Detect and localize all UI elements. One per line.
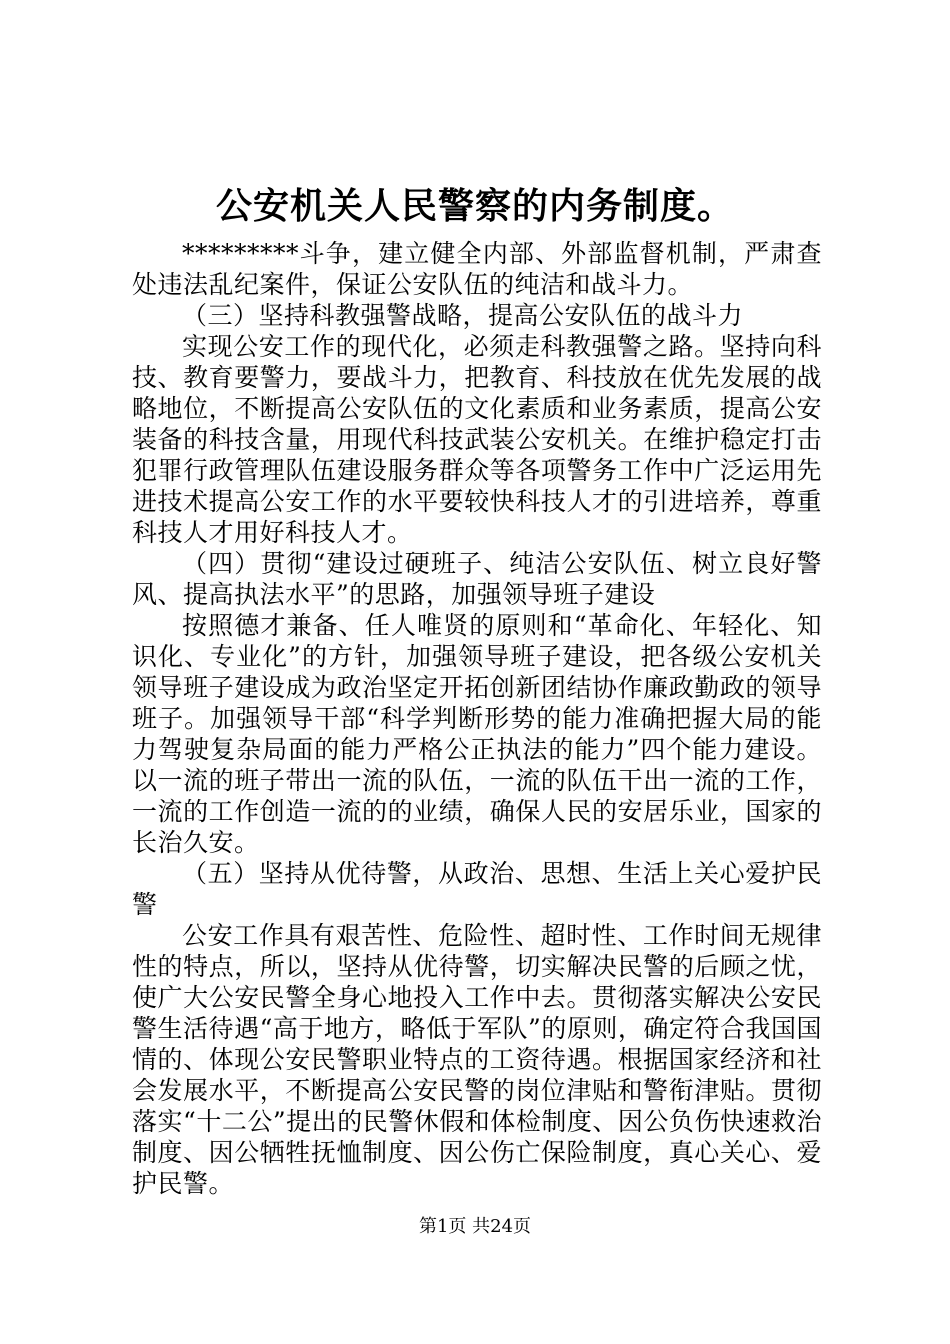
section-heading-3: （三）坚持科教强警战略，提高公安队伍的战斗力 [182,301,744,330]
paragraph-leadership: 按照德才兼备、任人唯贤的原则和“革命化、年轻化、知识化、专业化”的方针，加强领导班子建设，把各级公安机关领导班子建设成为政治坚定开拓创新团结协作廉政勤政的领导班子。加强领导干部“科学判断形势的能力准确把握大局的能力驾驶复杂局面的能力严格公正执法的能力”四个能力建设。以一流的班子带出一流的队伍，一流的队伍干出一流的工作，一流的工作创造一流的的业绩，确保人民的安居乐业，国家的长治久安。 [132,611,822,857]
page-footer: 第1页 共24页 [418,1216,532,1237]
page-title: 公安机关人民警察的内务制度。 [215,186,734,227]
paragraph-police-welfare: 公安工作具有艰苦性、危险性、超时性、工作时间无规律性的特点，所以，坚持从优待警，切实解决民警的后顾之忧，使广大公安民警全身心地投入工作中去。贯彻落实解决公安民警生活待遇“高于地方，略低于军队”的原则，确定符合我国国情的、体现公安民警职业特点的工资待遇。根据国家经济和社会发展水平，不断提高公安民警的岗位津贴和警衔津贴。贯彻落实“十二公”提出的民警休假和体检制度、因公负伤快速救治制度、因公牺牲抚恤制度、因公伤亡保险制度，真心关心、爱护民警。 [132,921,822,1198]
section-heading-4: （四）贯彻“建设过硬班子、纯洁公安队伍、树立良好警风、提高执法水平”的思路，加强领导班子建设 [132,549,822,609]
paragraph-science-tech: 实现公安工作的现代化，必须走科教强警之路。坚持向科技、教育要警力，要战斗力，把教育、科技放在优先发展的战略地位，不断提高公安队伍的文化素质和业务素质，提高公安装备的科技含量，用现代科技武装公安机关。在维护稳定打击犯罪行政管理队伍建设服务群众等各项警务工作中广泛运用先进技术提高公安工作的水平要较快科技人才的引进培养，尊重科技人才用好科技人才。 [132,332,822,547]
paragraph-supervision: *********斗争，建立健全内部、外部监督机制，严肃查处违法乱纪案件，保证公安队伍的纯洁和战斗力。 [132,239,822,299]
document-body [132,238,822,1199]
section-heading-5: （五）坚持从优待警，从政治、思想、生活上关心爱护民警 [132,859,822,919]
